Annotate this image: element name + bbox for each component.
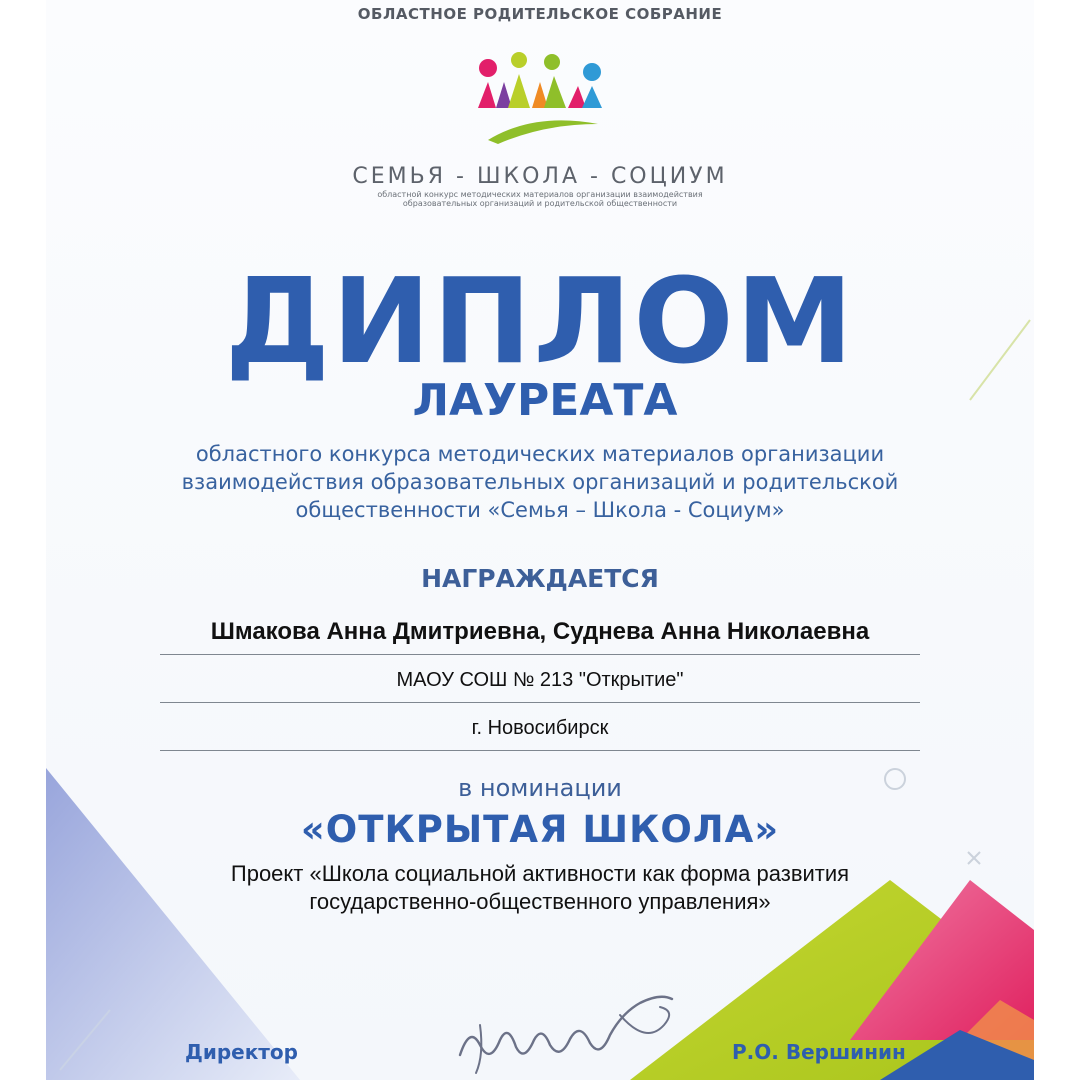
brand-subtitle-line2: образовательных организаций и родительской общественности — [402, 199, 678, 208]
project-line1: Проект «Школа социальной активности как форма развития — [230, 861, 850, 886]
awarded-heading: НАГРАЖДАЕТСЯ — [421, 564, 659, 593]
city-field: г. Новосибирск — [160, 710, 920, 751]
handwritten-signature-icon — [450, 985, 690, 1080]
description-line1: областного конкурса методических материалов организации — [195, 442, 885, 466]
nomination-intro: в номинации — [458, 774, 622, 802]
project-description — [0, 860, 1080, 916]
description-line2: взаимодействия образовательных организаций и родительской — [181, 470, 899, 494]
signatory-name: Р.О. Вершинин — [732, 1040, 906, 1064]
organization-field: МАОУ СОШ № 213 "Открытие" — [160, 662, 920, 703]
description-line3: общественности «Семья – Школа - Социум» — [295, 498, 785, 522]
diploma-title: ДИПЛОМ — [224, 252, 856, 390]
project-line2: государственно-общественного управления» — [309, 889, 771, 914]
family-logo-icon — [474, 52, 608, 148]
diploma-subtitle: ЛАУРЕАТА — [412, 375, 678, 426]
contest-brand-subtitle — [0, 190, 1080, 208]
signatory-role: Директор — [185, 1040, 298, 1064]
contest-brand-name: СЕМЬЯ - ШКОЛА - СОЦИУМ — [352, 164, 728, 189]
contest-description — [0, 440, 1080, 524]
recipients-field: Шмакова Анна Дмитриевна, Суднева Анна Николаевна — [160, 614, 920, 655]
organizer-title: ОБЛАСТНОЕ РОДИТЕЛЬСКОЕ СОБРАНИЕ — [357, 5, 723, 23]
nomination-title: «ОТКРЫТАЯ ШКОЛА» — [300, 808, 780, 851]
brand-subtitle-line1: областной конкурс методических материалов организации взаимодействия — [377, 190, 703, 199]
